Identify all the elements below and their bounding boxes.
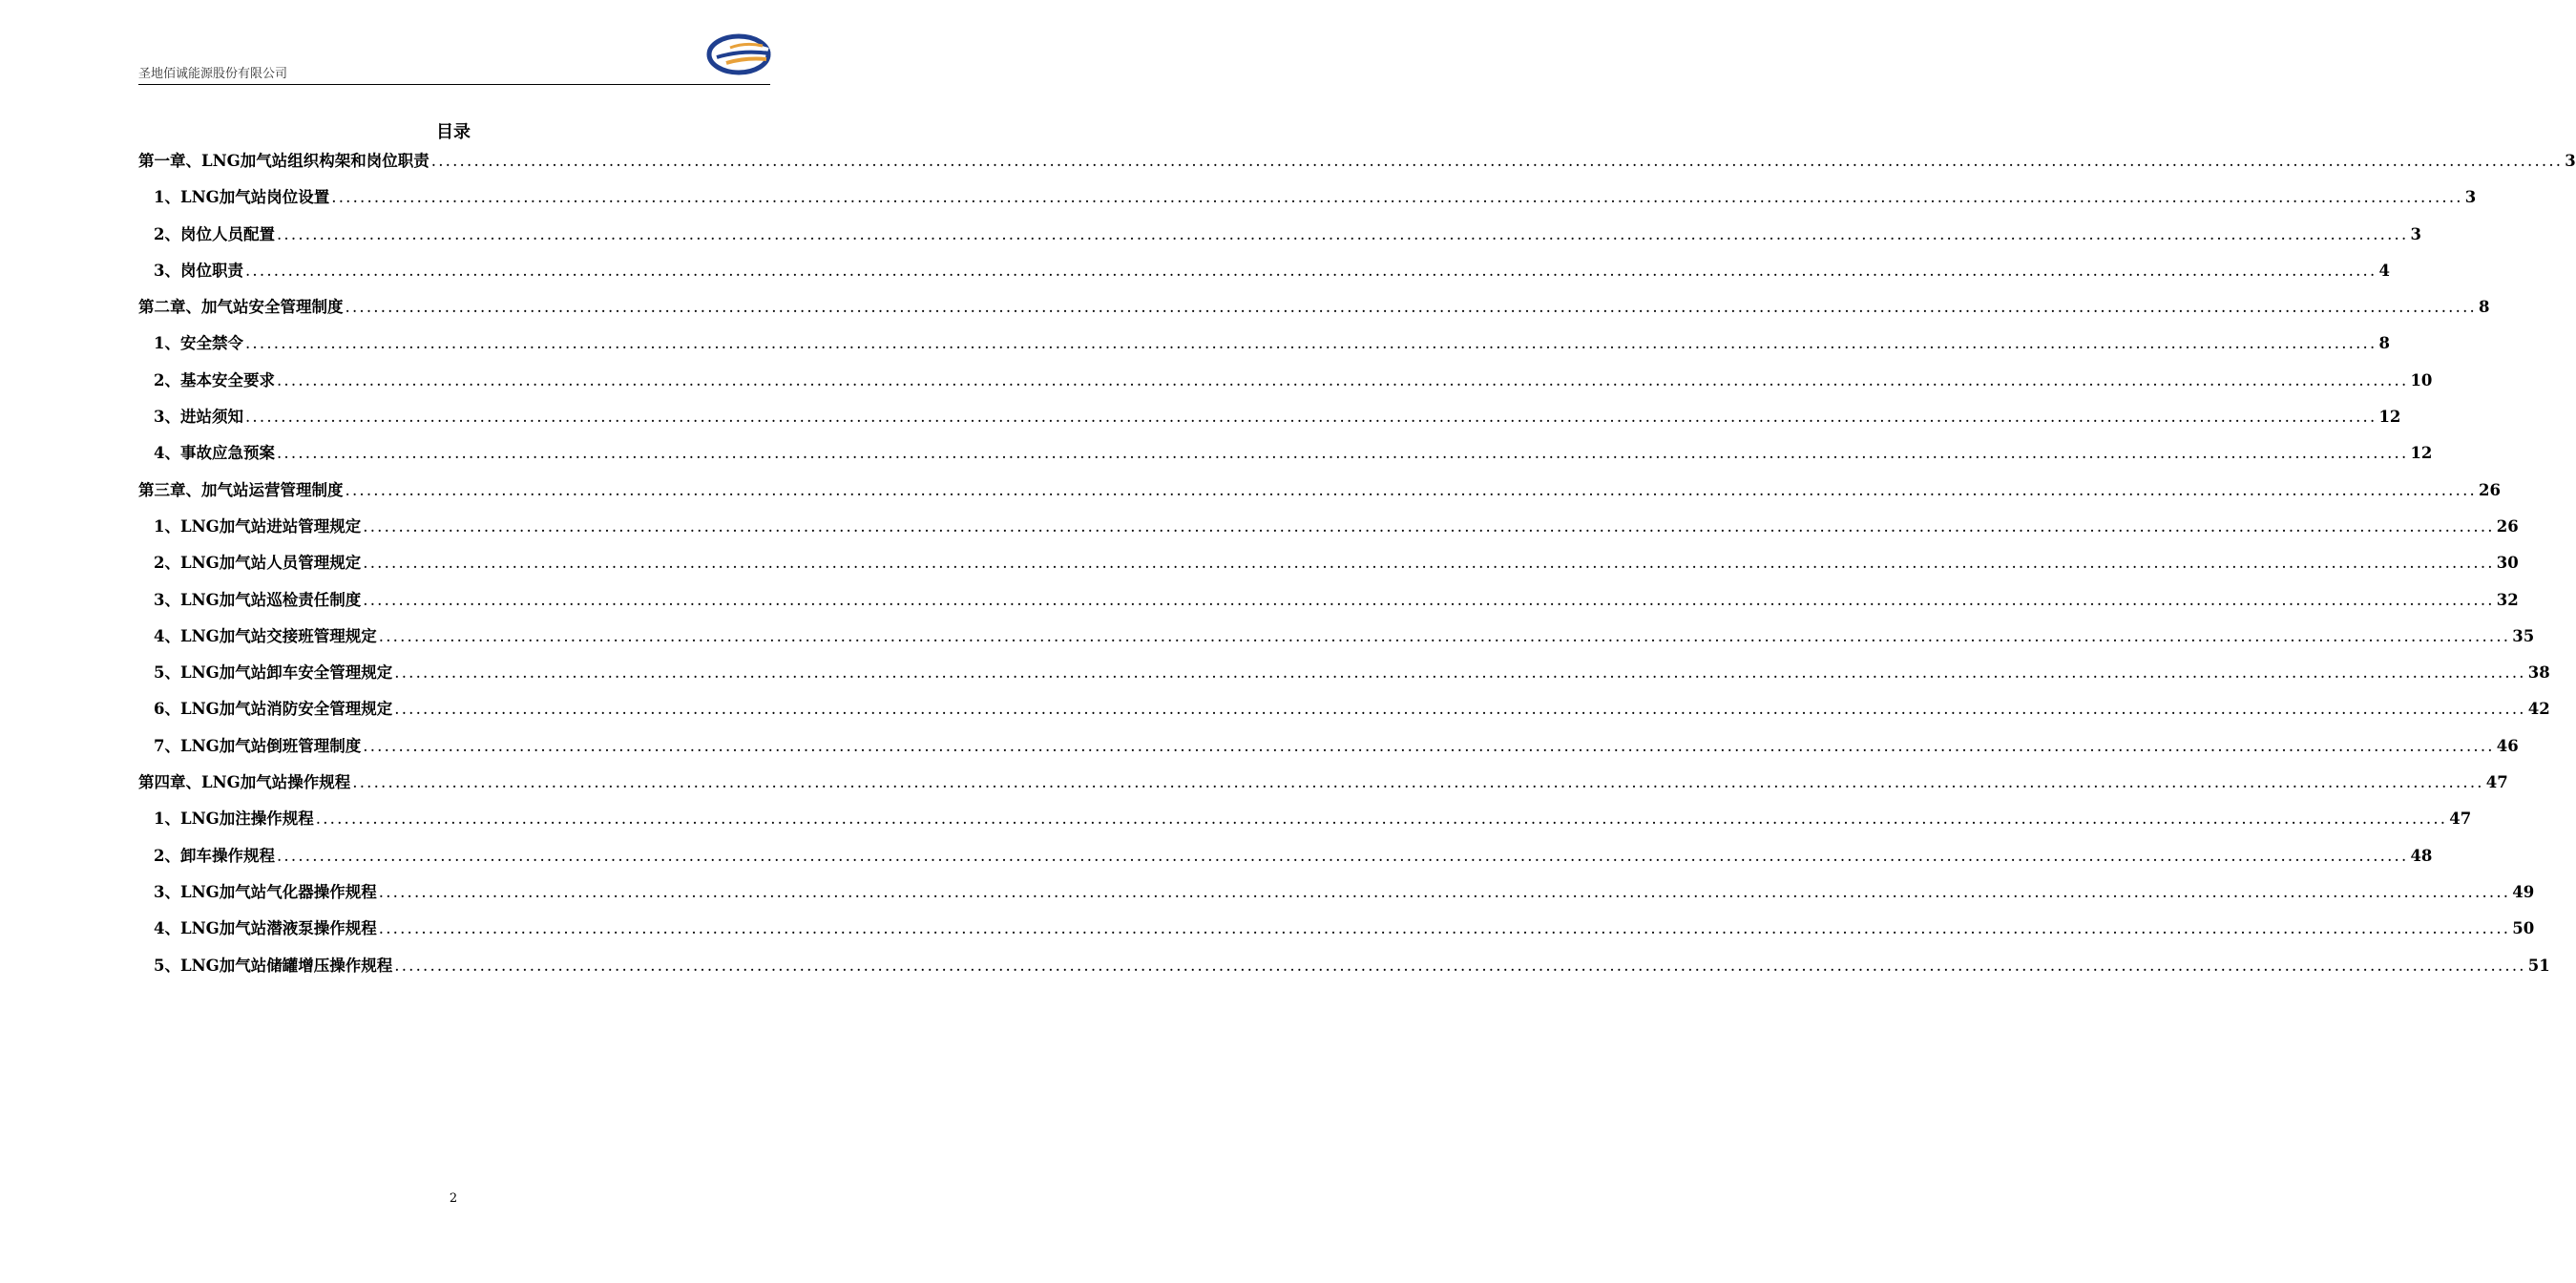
toc-entry-label: 5、LNG加气站储罐增压操作规程 <box>154 956 393 975</box>
toc-title: 目录 <box>436 122 471 142</box>
toc-section-entry[interactable] <box>138 402 2401 438</box>
toc-leader-dots: ............................................................................................................................................................................................................................................................................................................ <box>394 956 2526 975</box>
toc-entry-page: 38 <box>2527 663 2550 683</box>
toc-leader-dots: ............................................................................................................................................................................................................................................................................................................ <box>378 626 2511 645</box>
toc-entry-label: 第二章、加气站安全管理制度 <box>138 298 344 317</box>
toc-entry-label: 1、LNG加气站岗位设置 <box>154 188 330 207</box>
toc-leader-dots: ............................................................................................................................................................................................................................................................................................................ <box>345 480 2477 499</box>
toc-entry-label: 1、LNG加注操作规程 <box>154 810 314 829</box>
toc-entry-page: 49 <box>2512 882 2535 901</box>
toc-entry-label: 2、卸车操作规程 <box>154 846 275 865</box>
toc-leader-dots: ............................................................................................................................................................................................................................................................................................................ <box>315 810 2448 829</box>
toc-entry-page: 12 <box>2410 444 2433 463</box>
toc-entry-page: 8 <box>2378 334 2390 353</box>
toc-entry-page: 47 <box>2485 773 2508 792</box>
toc-entry-label: 4、事故应急预案 <box>154 444 275 463</box>
toc-entry-label: 第一章、LNG加气站组织构架和岗位职责 <box>138 152 429 170</box>
toc-entry-page: 42 <box>2527 700 2550 719</box>
toc-leader-dots: ............................................................................................................................................................................................................................................................................................................ <box>363 736 2495 755</box>
toc-entry-label: 2、基本安全要求 <box>154 370 275 389</box>
toc-section-entry[interactable] <box>138 951 2550 987</box>
toc-section-entry[interactable] <box>138 328 2390 365</box>
toc-leader-dots: ............................................................................................................................................................................................................................................................................................................ <box>394 663 2526 683</box>
toc-entry-label: 3、岗位职责 <box>154 261 243 280</box>
toc-entry-label: 第四章、LNG加气站操作规程 <box>138 773 351 792</box>
toc-section-entry[interactable] <box>138 220 2421 256</box>
toc-section-entry[interactable] <box>138 658 2550 694</box>
toc-leader-dots: ............................................................................................................................................................................................................................................................................................................ <box>276 444 2409 463</box>
toc-entry-label: 3、LNG加气站气化器操作规程 <box>154 882 377 901</box>
toc-leader-dots: ............................................................................................................................................................................................................................................................................................................ <box>276 846 2409 865</box>
page-number: 2 <box>449 1191 458 1206</box>
page-header <box>138 29 770 85</box>
toc-entry-label: 第三章、加气站运营管理制度 <box>138 480 344 499</box>
toc-entry-page: 3 <box>2565 152 2576 170</box>
toc-leader-dots: ............................................................................................................................................................................................................................................................................................................ <box>331 188 2463 207</box>
toc-entry-page: 3 <box>2410 224 2421 243</box>
toc-entry-label: 3、进站须知 <box>154 408 243 427</box>
toc-entry-label: 7、LNG加气站倒班管理制度 <box>154 736 362 755</box>
toc-section-entry[interactable] <box>138 548 2519 584</box>
toc-entry-label: 2、LNG加气站人员管理规定 <box>154 554 362 573</box>
toc-entry-label: 5、LNG加气站卸车安全管理规定 <box>154 663 393 683</box>
toc-section-entry[interactable] <box>138 182 2477 219</box>
toc-entry-page: 26 <box>2496 516 2519 536</box>
toc-entry-page: 48 <box>2410 846 2433 865</box>
toc-entry-page: 3 <box>2464 188 2477 207</box>
toc-entry-page: 46 <box>2496 736 2519 755</box>
toc-entry-page: 51 <box>2527 956 2550 975</box>
toc-entry-label: 1、安全禁令 <box>154 334 243 353</box>
toc-entry-label: 6、LNG加气站消防安全管理规定 <box>154 700 393 719</box>
toc-leader-dots: ............................................................................................................................................................................................................................................................................................................ <box>363 516 2495 536</box>
toc-leader-dots: ............................................................................................................................................................................................................................................................................................................ <box>276 224 2409 243</box>
toc-leader-dots: ............................................................................................................................................................................................................................................................................................................ <box>430 152 2564 170</box>
toc-entry-page: 8 <box>2478 298 2490 317</box>
toc-leader-dots: ............................................................................................................................................................................................................................................................................................................ <box>276 370 2409 389</box>
toc-entry-page: 4 <box>2378 261 2390 280</box>
toc-section-entry[interactable] <box>138 804 2472 840</box>
toc-section-entry[interactable] <box>138 621 2535 658</box>
toc-section-entry[interactable] <box>138 438 2433 474</box>
toc-chapter-entry[interactable] <box>138 146 2576 182</box>
toc-leader-dots: ............................................................................................................................................................................................................................................................................................................ <box>378 919 2511 938</box>
toc-section-entry[interactable] <box>138 694 2550 730</box>
toc-leader-dots: ............................................................................................................................................................................................................................................................................................................ <box>363 590 2495 609</box>
toc-entry-page: 35 <box>2512 626 2535 645</box>
toc-entry-label: 4、LNG加气站交接班管理规定 <box>154 626 377 645</box>
toc-leader-dots: ............................................................................................................................................................................................................................................................................................................ <box>378 882 2511 901</box>
toc-leader-dots: ............................................................................................................................................................................................................................................................................................................ <box>244 261 2377 280</box>
toc-entry-page: 32 <box>2496 590 2519 609</box>
toc-section-entry[interactable] <box>138 512 2519 548</box>
toc-entry-page: 10 <box>2410 370 2433 389</box>
toc-entry-label: 1、LNG加气站进站管理规定 <box>154 516 362 536</box>
toc-chapter-entry[interactable] <box>138 292 2490 328</box>
company-logo-icon <box>707 31 774 80</box>
toc-section-entry[interactable] <box>138 256 2390 292</box>
toc-leader-dots: ............................................................................................................................................................................................................................................................................................................ <box>352 773 2484 792</box>
toc-leader-dots: ............................................................................................................................................................................................................................................................................................................ <box>244 334 2377 353</box>
company-name: 圣地佰诚能源股份有限公司 <box>138 67 288 81</box>
toc-section-entry[interactable] <box>138 914 2535 950</box>
toc-section-entry[interactable] <box>138 585 2519 621</box>
toc-entry-page: 12 <box>2378 408 2401 427</box>
toc-entry-label: 4、LNG加气站潜液泵操作规程 <box>154 919 377 938</box>
toc-section-entry[interactable] <box>138 731 2519 768</box>
toc-section-entry[interactable] <box>138 366 2433 402</box>
toc-leader-dots: ............................................................................................................................................................................................................................................................................................................ <box>244 408 2377 427</box>
toc-section-entry[interactable] <box>138 841 2433 877</box>
toc-section-entry[interactable] <box>138 877 2535 914</box>
toc-entry-page: 26 <box>2478 480 2501 499</box>
table-of-contents <box>138 146 2576 987</box>
toc-leader-dots: ............................................................................................................................................................................................................................................................................................................ <box>345 298 2477 317</box>
toc-leader-dots: ............................................................................................................................................................................................................................................................................................................ <box>394 700 2526 719</box>
toc-leader-dots: ............................................................................................................................................................................................................................................................................................................ <box>363 554 2495 573</box>
toc-entry-page: 30 <box>2496 554 2519 573</box>
toc-entry-label: 3、LNG加气站巡检责任制度 <box>154 590 362 609</box>
toc-entry-page: 47 <box>2449 810 2472 829</box>
toc-entry-label: 2、岗位人员配置 <box>154 224 275 243</box>
toc-entry-page: 50 <box>2512 919 2535 938</box>
toc-chapter-entry[interactable] <box>138 475 2501 512</box>
toc-chapter-entry[interactable] <box>138 768 2508 804</box>
